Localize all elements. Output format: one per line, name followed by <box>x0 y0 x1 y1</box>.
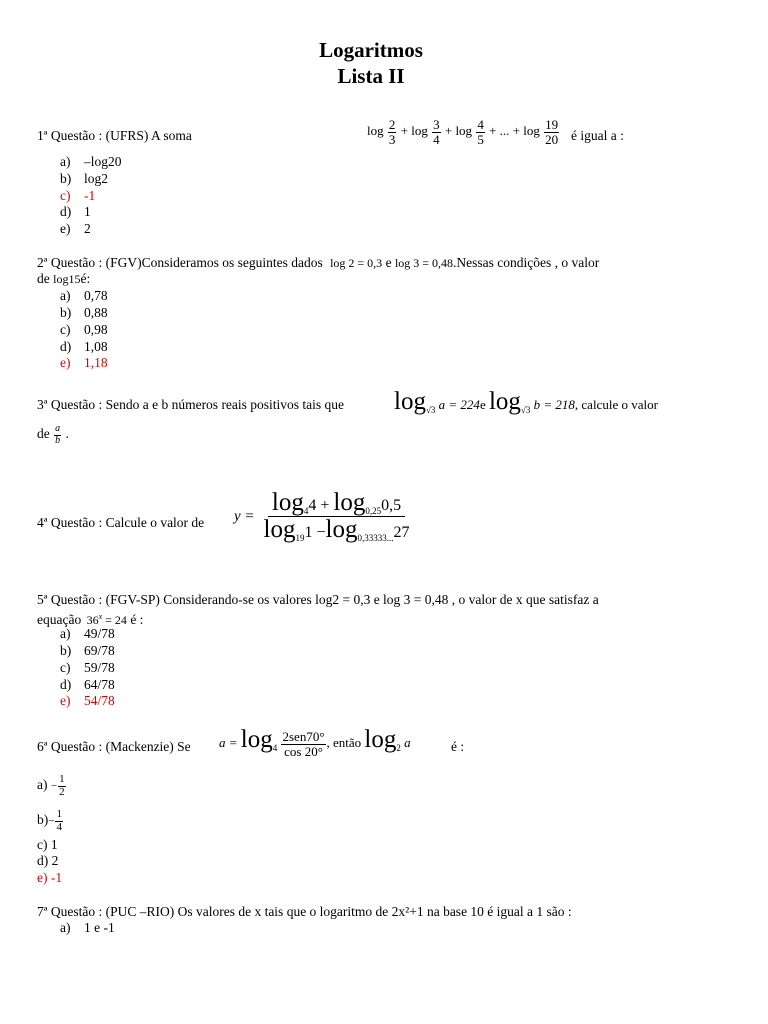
question-1-text: 1ª Questão : (UFRS) A soma <box>37 128 192 143</box>
answer-option: b) 69/78 <box>60 643 115 658</box>
answer-option: b) 0,88 <box>60 305 108 320</box>
fraction: $\frac{1}{2}$ <box>59 773 65 798</box>
answer-option: e) 2 <box>60 221 91 236</box>
fraction: $\frac{a}{b}$ <box>55 423 61 446</box>
answer-option: d) 1,08 <box>60 339 108 354</box>
fraction: $\frac{4}{5}$ <box>477 117 484 147</box>
answer-option-correct: e) -1 <box>37 870 63 885</box>
answer-option: b)− $\frac{1}{4}$ <box>37 808 62 833</box>
fraction: $\frac{19}{20}$ <box>545 117 559 147</box>
question-5-text: 5ª Questão : (FGV-SP) Considerando-se os valores log2 = 0,3 e log 3 = 0,48 , o valor de x que satisfaz a <box>37 592 599 607</box>
question-6-expression: $a = \log_4$ $\frac{\text{2sen70°}}{\cos 20^\circ}$ , então $\log_2 a$ <box>219 726 411 759</box>
math-expression: log 3 = 0,48 <box>394 256 454 270</box>
answer-option-correct: e) 1,18 <box>60 355 108 370</box>
question-2-text: 2ª Questão : (FGV)Consideramos os seguintes dados log 2 = 0,3 e log 3 = 0,48.Nessas condições , o valor <box>37 255 600 270</box>
question-1-tail: é igual a : <box>571 128 624 143</box>
answer-option: a) 1 e -1 <box>60 920 115 935</box>
question-6-tail: é : <box>451 739 465 754</box>
answer-option: b) log2 <box>60 171 109 186</box>
page-title: Logaritmos <box>319 38 423 62</box>
question-6-text: 6ª Questão : (Mackenzie) Se <box>37 739 191 754</box>
answer-option: a) –log20 <box>60 154 122 169</box>
answer-option: c) 59/78 <box>60 660 115 675</box>
question-3-expression: $\log_{√3} a = 224e$ $\log_{√3} b = 218$, calcule o valor <box>394 388 658 415</box>
math-expression: log15 <box>53 272 81 286</box>
answer-option: d) 64/78 <box>60 677 115 692</box>
answer-option-correct: c) -1 <box>60 188 96 203</box>
answer-option: a) 0,78 <box>60 288 108 303</box>
log-symbol: log <box>367 123 384 139</box>
fraction: $\frac{1}{4}$ <box>56 808 62 833</box>
fraction: $\frac{3}{4}$ <box>433 117 440 147</box>
page-subtitle: Lista II <box>337 64 405 88</box>
question-4-expression: y = $\frac{\log_44 + \log_{0,25}0,5}{\log_{19}1 -\log_{0,33333...}27}$ <box>234 490 414 544</box>
math-expression: 36$^x$ = 24 <box>86 612 127 627</box>
answer-option: c) 0,98 <box>60 322 108 337</box>
fraction: $\frac{\text{2sen70°}}{\cos 20^\circ}$ <box>282 728 325 759</box>
answer-option: a) 49/78 <box>60 626 115 641</box>
question-5-line2: equação 36$^x$ = 24 é : <box>37 612 144 627</box>
fraction: $\frac{2}{3}$ <box>388 117 396 147</box>
answer-option: d) 2 <box>37 853 59 868</box>
question-1-expression: log $\frac{2}{3}$ + log $\frac{3}{4}$ + log $\frac{4}{5}$ + ... + log $\frac{19}{20}$ <box>367 117 559 147</box>
question-3-line2: de $\frac{a}{b}$ . <box>37 423 69 446</box>
answer-option: d) 1 <box>60 204 91 219</box>
math-expression: log 2 = 0,3 <box>330 256 383 270</box>
question-3-text: 3ª Questão : Sendo a e b números reais positivos tais que <box>37 397 345 412</box>
question-2-line2: de log15é: <box>37 271 91 286</box>
question-4-text: 4ª Questão : Calcule o valor de <box>37 515 205 530</box>
question-7-text: 7ª Questão : (PUC –RIO) Os valores de x tais que o logaritmo de 2x²+1 na base 10 é igual a 1 são : <box>37 904 572 919</box>
fraction: $\frac{\log_44 + \log_{0,25}0,5}{\log_{19}1 -\log_{0,33333...}27}$ <box>263 489 410 544</box>
answer-option: c) 1 <box>37 837 58 852</box>
answer-option-correct: e) 54/78 <box>60 693 115 708</box>
answer-option: a) − $\frac{1}{2}$ <box>37 773 65 798</box>
